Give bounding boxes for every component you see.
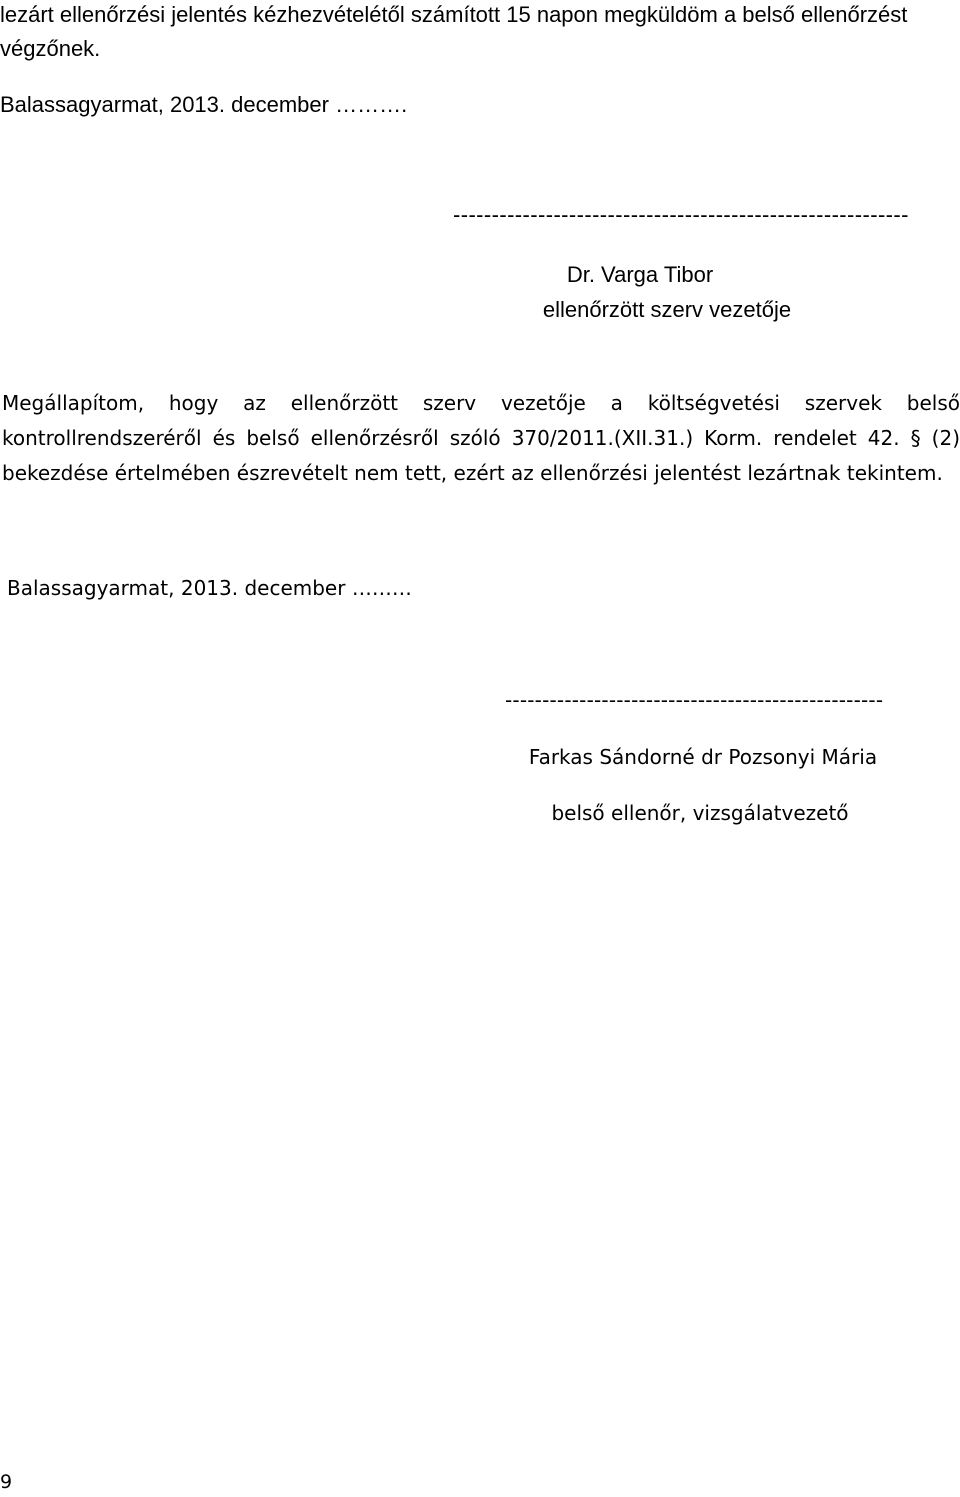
closing-place-date: Balassagyarmat, 2013. december ……… <box>7 576 412 600</box>
intro-signer-title: ellenőrzött szerv vezetője <box>542 297 792 322</box>
page-number: 9 <box>0 1471 13 1493</box>
closing-signer-name: Farkas Sándorné dr Pozsonyi Mária <box>528 745 878 769</box>
statement-line-2: kontrollrendszeréről és belső ellenőrzésről szóló 370/2011.(XII.31.) Korm. rendelet 42. § (2) <box>2 426 960 450</box>
closing-signature-line: --------------------------------------------------- <box>505 688 884 712</box>
intro-place-date: Balassagyarmat, 2013. december ………. <box>0 92 408 117</box>
statement-line-3: bekezdése értelmében észrevételt nem tett, ezért az ellenőrzési jelentést lezártnak tekintem. <box>2 461 943 485</box>
statement-line-1: Megállapítom, hogy az ellenőrzött szerv vezetője a költségvetési szervek belső <box>2 391 960 415</box>
intro-signature-line: ----------------------------------------------------------- <box>453 202 909 227</box>
intro-signer-name: Dr. Varga Tibor <box>566 262 714 287</box>
intro-line-1: lezárt ellenőrzési jelentés kézhezvételétől számított 15 napon megküldöm a belső ellenőrzést <box>0 2 908 27</box>
intro-line-2: végzőnek. <box>0 36 101 61</box>
closing-signer-title: belső ellenőr, vizsgálatvezető <box>551 801 849 825</box>
